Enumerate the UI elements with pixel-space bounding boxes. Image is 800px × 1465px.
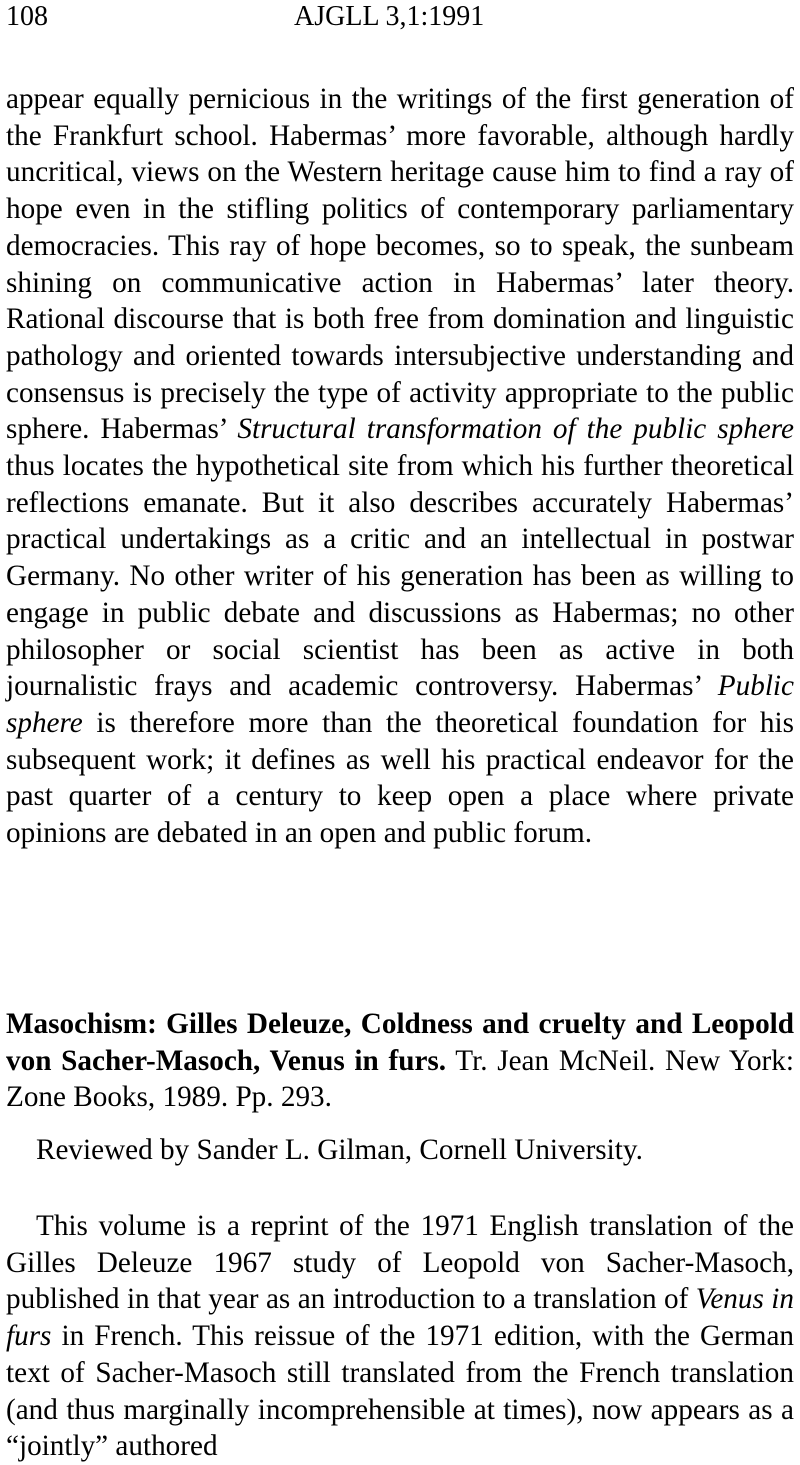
reviewer-line: Reviewed by Sander L. Gilman, Cornell University. bbox=[36, 1134, 643, 1166]
review-citation: Tr. Jean McNeil. New York: Zone Books, 1989. Pp. 293. bbox=[6, 1044, 794, 1114]
paragraph-text: This volume is a reprint of the 1971 English translation of the Gilles Deleuze 1967 study of Leopold von Sacher-Masoch, published in that year as an introduction to a translation of bbox=[6, 1210, 794, 1316]
review-book-title: Masochism: Gilles Deleuze, Coldness and cruelty and Leopold von Sacher-Masoch, Venus in furs. bbox=[6, 1008, 794, 1077]
body-paragraph-2 bbox=[6, 1208, 794, 1465]
paragraph-text: appear equally pernicious in the writings of the first generation of the Frankfurt school. Habermas’ more favorable, although hardly uncritical, views on the Western heritage cause him to find a ray of hope even in the stifling politics of contemporary parliamentary democracies. This ray of hope becomes, so to speak, the sunbeam shining on communicative action in Habermas’ later theory. Rational discourse that is both free from domination and linguistic pathology and oriented towards intersubjective understanding and consensus is precisely the type of activity appropriate to the public sphere. Habermas’ bbox=[6, 83, 794, 446]
paragraph-text: thus locates the hypothetical site from which his further theoretical reflections emanate. But it also describes accurately Habermas’ practical undertakings as a critic and an intellectual in postwar Germany. No other writer of his generation has been as willing to engage in public debate and discussions as Habermas; no other philosopher or social scientist has been as active in both journalistic frays and academic controversy. Habermas’ bbox=[6, 450, 794, 703]
paragraph-text: in French. This reissue of the 1971 edition, with the German text of Sacher-Masoch still translated from the French translation (and thus marginally incomprehensible at times), now appears as a “jointly” authored bbox=[6, 1320, 794, 1463]
journal-citation: AJGLL 3,1:1991 bbox=[294, 1, 485, 32]
running-header bbox=[6, 0, 786, 38]
page-number: 108 bbox=[6, 1, 48, 32]
book-title-italic: Structural transformation of the public sphere bbox=[237, 413, 795, 446]
review-reference bbox=[6, 1006, 794, 1116]
paragraph-text: is therefore more than the theoretical foundation for his subsequent work; it defines as well his practical endeavor for the past quarter of a century to keep open a place where private opinions are debated in an open and public forum. bbox=[6, 706, 794, 850]
body-paragraph-1 bbox=[6, 81, 794, 852]
book-title-italic: Public sphere bbox=[6, 670, 794, 739]
book-title-italic: Venus in furs bbox=[6, 1283, 794, 1353]
